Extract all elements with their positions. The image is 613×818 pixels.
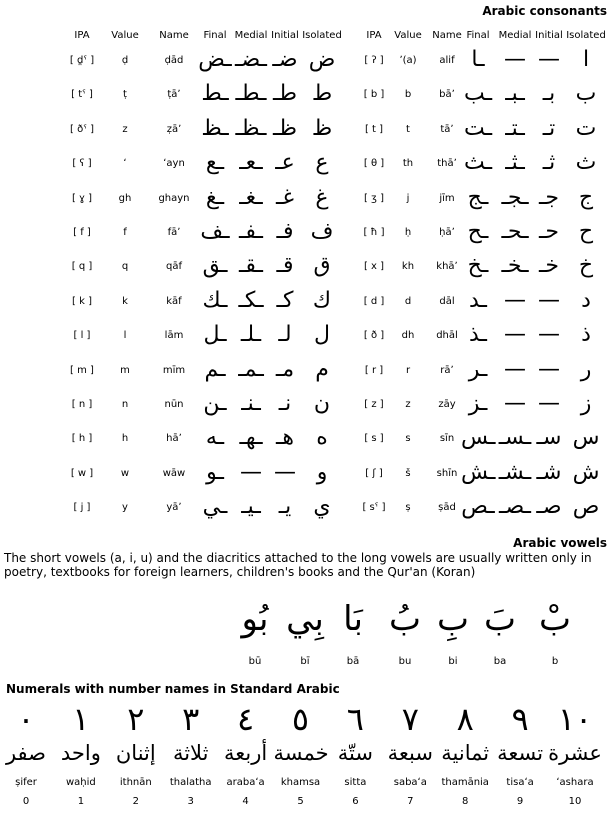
consonant-name: ẓāʼ [166,123,182,135]
consonant-isolated: ح [578,219,594,244]
consonant-isolated: ت [575,115,597,141]
column-header: Final [203,30,227,41]
numeral-glyph: ٨ [456,700,474,738]
numeral-word: ستّة [337,741,373,765]
consonant-value: s [405,433,411,445]
column-header: Initial [535,30,563,41]
column-header: IPA [366,30,382,41]
consonant-final: ـح [467,219,489,244]
consonant-initial: صـ [536,494,562,520]
consonant-initial: — [538,287,560,313]
numeral-glyph: ٤ [237,700,255,738]
consonant-medial: ـحـ [501,219,529,244]
consonant-name: ṭāʼ [167,89,181,101]
consonant-isolated: ش [572,459,600,485]
numeral-digit: 6 [352,796,359,807]
consonant-isolated: و [316,459,328,485]
consonant-medial: — [240,459,262,485]
consonant-final: ـث [463,150,493,176]
consonant-final: ـز [468,391,488,416]
consonant-name: qāf [166,261,182,273]
vowels-title: Arabic vowels [513,536,607,550]
consonant-value: z [122,123,128,135]
consonant-final: ـق [202,253,228,279]
numeral-translit: sabaʻa [393,777,427,788]
consonant-value: ʻ [123,158,127,170]
numerals-title: Numerals with number names in Standard Arabic [6,682,340,696]
consonant-ipa: [ ʕ ] [72,158,92,170]
consonant-medial: ـسـ [498,425,532,451]
consonant-initial: خـ [538,253,560,279]
vowel-label: bū [248,656,262,667]
numeral-word: سبعة [387,741,433,765]
numeral-glyph: ٩ [511,700,529,738]
consonant-initial: لـ [278,322,292,348]
consonant-value: t [406,123,410,135]
numeral-glyph: ٥ [291,700,310,738]
column-header: Medial [498,30,532,41]
numeral-word: أربعة [223,741,268,765]
consonant-isolated: م [315,356,329,382]
consonant-ipa: [ k ] [72,295,92,307]
consonant-value: j [406,192,410,204]
consonant-ipa: [ w ] [70,467,94,479]
consonant-initial: طـ [273,81,297,107]
consonant-initial: هـ [275,425,295,451]
consonant-medial: — [504,287,526,313]
consonant-medial: — [504,356,526,382]
consonant-final: ـن [203,391,227,416]
consonant-initial: بـ [542,81,556,107]
consonant-medial: ـضـ [235,47,267,72]
numeral-glyph: ٣ [182,700,200,738]
consonant-final: ـخ [467,253,489,279]
numeral-word: تسعة [497,741,544,765]
consonant-ipa: [ j ] [73,502,91,514]
column-header: Initial [271,30,299,41]
consonant-initial: غـ [276,184,294,210]
numeral-glyph: ١ [72,700,90,738]
consonant-name: lām [164,330,184,342]
consonant-value: l [123,330,127,342]
consonant-name: ḥāʼ [439,227,455,238]
consonant-ipa: [ ðˤ ] [70,123,94,135]
consonant-value: f [123,227,127,238]
numeral-digit: 9 [516,796,524,807]
numeral-word: إثنان [115,741,156,765]
vowel-glyph: بَا [343,599,363,639]
consonant-value: dh [401,330,415,342]
numeral-word: عشرة [548,741,602,765]
column-header: Name [159,30,189,41]
consonant-ipa: [ ð ] [363,330,385,342]
consonants-title: Arabic consonants [482,4,607,18]
consonant-ipa: [ ʃ ] [365,467,383,479]
consonant-medial: ـهـ [239,425,263,451]
consonant-isolated: س [572,425,600,451]
consonant-ipa: [ ʒ ] [364,192,384,204]
consonant-initial: ظـ [273,115,297,141]
consonant-name: nūn [164,399,184,410]
column-header: Isolated [566,30,606,41]
consonant-isolated: ك [312,287,332,313]
consonant-ipa: [ f ] [73,227,91,238]
column-header: IPA [74,30,90,41]
consonant-isolated: ط [311,81,333,107]
consonant-final: ـو [206,459,224,485]
consonant-final: ـش [461,459,496,485]
consonant-ipa: [ h ] [71,433,93,445]
consonant-final: ـر [468,356,488,382]
numeral-translit: arabaʻa [226,777,265,788]
consonant-value: m [120,364,130,376]
consonant-medial: ـنـ [241,391,261,416]
consonant-isolated: ز [580,391,592,416]
consonant-isolated: ه [316,425,328,451]
consonant-initial: حـ [538,219,560,244]
consonant-medial: ـلـ [240,322,262,348]
consonant-ipa: [ sˤ ] [362,502,386,514]
consonant-final: ـل [203,322,227,348]
consonant-medial: ـتـ [505,115,525,141]
consonant-name: kāf [166,295,182,307]
numeral-translit: tisaʻa [506,777,534,788]
consonant-value: z [405,399,411,410]
consonant-final: ـظ [201,115,229,141]
numeral-translit: ṣifer [15,777,37,788]
consonant-initial: فـ [276,219,294,244]
consonant-final: ـص [461,494,495,520]
consonant-value: r [405,364,411,376]
consonant-value: š [405,467,411,479]
numeral-glyph: ٦ [346,700,364,738]
consonant-isolated: ي [313,494,331,520]
consonant-initial: كـ [276,287,294,313]
consonant-initial: — [274,459,296,485]
consonant-medial: ـقـ [238,253,264,279]
consonant-initial: شـ [536,459,562,485]
consonant-ipa: [ d ] [363,295,385,307]
consonant-isolated: ض [308,47,336,72]
consonant-isolated: خ [578,253,594,279]
consonant-name: rāʼ [440,364,454,376]
consonant-ipa: [ m ] [70,364,94,376]
numeral-word: خمسة [273,741,329,765]
consonant-value: q [121,261,129,273]
consonant-name: bāʼ [439,89,455,101]
consonant-final: ـف [200,219,230,244]
consonant-name: yāʼ [166,502,182,514]
consonant-name: sīn [439,433,455,445]
consonant-isolated: ث [575,150,597,176]
vowel-glyph: بِي [286,599,324,639]
numeral-glyph: ٧ [401,700,419,738]
numeral-word: صفر [5,741,47,765]
consonant-value: b [404,89,412,101]
consonant-initial: نـ [278,391,292,416]
consonant-ipa: [ d̪ˤ ] [69,55,95,66]
numeral-translit: khamsa [280,777,321,788]
numeral-digit: 8 [462,796,469,807]
vowel-glyph: بْ [538,599,571,639]
consonant-final: ـه [205,425,225,451]
consonant-isolated: ص [572,494,600,520]
consonant-final: ـم [204,356,226,382]
consonant-final: ـا [471,47,485,72]
consonant-ipa: [ s ] [364,433,384,445]
consonant-ipa: [ ɣ ] [71,192,93,204]
consonant-value: ḥ [404,227,412,238]
numeral-translit: ʻashara [556,777,594,788]
numeral-word: واحد [60,741,101,765]
consonant-ipa: [ z ] [364,399,384,410]
column-header: Medial [234,30,268,41]
consonant-final: ـج [467,184,489,210]
numeral-translit: waḥid [66,777,96,788]
consonant-initial: — [538,47,560,72]
consonant-medial: — [504,322,526,348]
consonant-final: ـب [463,81,493,107]
consonant-isolated: د [581,287,591,313]
column-header: Isolated [302,30,342,41]
consonant-ipa: [ ʔ ] [364,55,384,66]
consonant-value: ṭ [123,89,127,101]
column-header: Final [466,30,490,41]
consonant-isolated: غ [315,184,329,210]
consonant-medial: ـبـ [505,81,525,107]
consonant-ipa: [ θ ] [363,158,385,170]
consonant-medial: ـطـ [235,81,267,107]
consonant-isolated: ا [582,47,590,72]
vowel-label: bā [346,656,360,667]
consonant-final: ـط [201,81,229,107]
consonant-name: dhāl [436,330,458,342]
consonant-name: alif [439,55,455,66]
column-header: Value [111,30,139,41]
consonant-name: mīm [162,364,186,376]
consonant-name: zāy [438,399,456,410]
consonant-value: gh [118,192,132,204]
consonant-value: kh [401,261,415,273]
vowel-glyph: بَ [483,599,516,639]
numeral-glyph: ٠ [17,700,35,738]
numeral-glyph: ٢ [127,700,145,738]
vowel-label: bi [448,656,458,667]
consonant-initial: ضـ [272,47,298,72]
numeral-digit: 7 [407,796,414,807]
consonant-name: hāʼ [166,433,182,445]
numeral-digit: 0 [22,796,30,807]
consonant-isolated: ب [575,81,597,107]
consonant-final: ـض [198,47,232,72]
vowel-label: bu [398,656,412,667]
consonant-isolated: ر [580,356,592,382]
consonant-name: jīm [439,192,455,204]
consonant-name: shīn [436,467,458,479]
consonant-initial: مـ [275,356,295,382]
consonant-value: h [121,433,129,445]
consonant-initial: — [538,391,560,416]
consonant-medial: ـشـ [498,459,532,485]
consonant-final: ـي [202,494,228,520]
vowels-description: The short vowels (a, i, u) and the diacritics attached to the long vowels are usually written only in poetry, textbooks for foreign learners, children's books and the Qur'an (Koran) [4,551,592,579]
consonant-final: ـت [463,115,493,141]
consonant-final: ـد [469,287,487,313]
consonant-isolated: ع [315,150,329,176]
consonant-medial: ـظـ [235,115,267,141]
consonant-final: ـغ [205,184,225,210]
numeral-digit: 5 [297,796,304,807]
numeral-translit: thamānia [441,777,489,788]
numeral-translit: thalatha [169,777,212,788]
numeral-word: ثلاثة [172,741,209,765]
numeral-digit: 1 [77,796,85,807]
consonant-medial: ـعـ [239,150,263,176]
consonant-final: ـذ [469,322,487,348]
numeral-word: ثمانية [441,741,490,765]
vowel-label: ba [493,656,507,667]
consonant-ipa: [ l ] [73,330,91,342]
consonant-final: ـع [205,150,225,176]
consonant-isolated: ذ [581,322,591,348]
consonant-initial: قـ [276,253,294,279]
consonant-isolated: ل [314,322,330,348]
consonant-ipa: [ q ] [71,261,93,273]
consonant-ipa: [ b ] [363,89,385,101]
consonant-medial: — [504,47,526,72]
consonant-initial: — [538,356,560,382]
numeral-digit: 4 [242,796,249,807]
consonant-medial: ـثـ [505,150,525,176]
consonant-value: d [404,295,412,307]
numeral-glyph: ١٠ [557,700,593,738]
consonant-value: n [121,399,129,410]
numeral-translit: sitta [344,777,367,788]
consonant-ipa: [ r ] [364,364,384,376]
consonant-name: tāʼ [440,123,454,135]
vowel-glyph: بِ [436,599,469,639]
consonant-value: ṣ [405,502,411,514]
consonant-initial: ثـ [542,150,556,176]
consonant-initial: يـ [278,494,292,520]
consonant-isolated: ظ [311,115,333,141]
consonant-value: ʼ(a) [399,55,417,66]
consonant-medial: ـفـ [238,219,264,244]
vowel-label: b [551,656,559,667]
consonant-value: y [122,502,128,514]
consonant-medial: ـغـ [239,184,263,210]
numeral-digit: 2 [132,796,139,807]
consonant-value: k [122,295,128,307]
consonant-name: ʻayn [163,158,185,170]
numeral-digit: 3 [187,796,194,807]
consonant-medial: ـيـ [241,494,261,520]
consonant-initial: عـ [275,150,295,176]
consonant-initial: سـ [536,425,562,451]
consonant-medial: ـخـ [501,253,529,279]
consonant-name: ḍād [164,55,184,66]
consonant-isolated: ف [310,219,334,244]
numeral-translit: ithnān [119,777,152,788]
consonant-ipa: [ n ] [71,399,93,410]
consonant-ipa: [ ħ ] [363,227,385,238]
consonant-medial: ـكـ [238,287,264,313]
vowel-glyph: بُ [388,599,421,639]
consonant-medial: ـصـ [499,494,531,520]
consonant-medial: ـمـ [238,356,264,382]
consonant-name: thāʼ [437,158,457,170]
consonant-value: th [402,158,414,170]
consonant-isolated: ق [313,253,331,279]
consonant-final: ـك [202,287,228,313]
consonant-initial: جـ [538,184,560,210]
consonant-ipa: [ x ] [363,261,385,273]
consonant-medial: — [504,391,526,416]
consonant-initial: — [538,322,560,348]
consonant-initial: تـ [542,115,556,141]
consonant-name: wāw [162,467,186,479]
consonant-value: ḍ [121,55,129,66]
consonant-medial: ـجـ [501,184,529,210]
column-header: Name [432,30,462,41]
consonant-isolated: ن [313,391,331,416]
vowel-glyph: بُو [241,599,269,639]
consonant-name: khāʼ [436,261,458,273]
consonant-value: w [120,467,130,479]
consonant-name: ṣād [438,502,456,514]
consonant-final: ـس [461,425,496,451]
consonant-name: ghayn [158,192,190,204]
column-header: Value [394,30,422,41]
consonant-name: fāʼ [167,227,181,238]
numeral-digit: 10 [568,796,582,807]
consonant-ipa: [ t ] [364,123,384,135]
vowel-label: bī [300,656,310,667]
consonant-isolated: ج [578,184,594,210]
consonant-ipa: [ tˤ ] [71,89,93,101]
consonant-name: dāl [439,295,455,307]
